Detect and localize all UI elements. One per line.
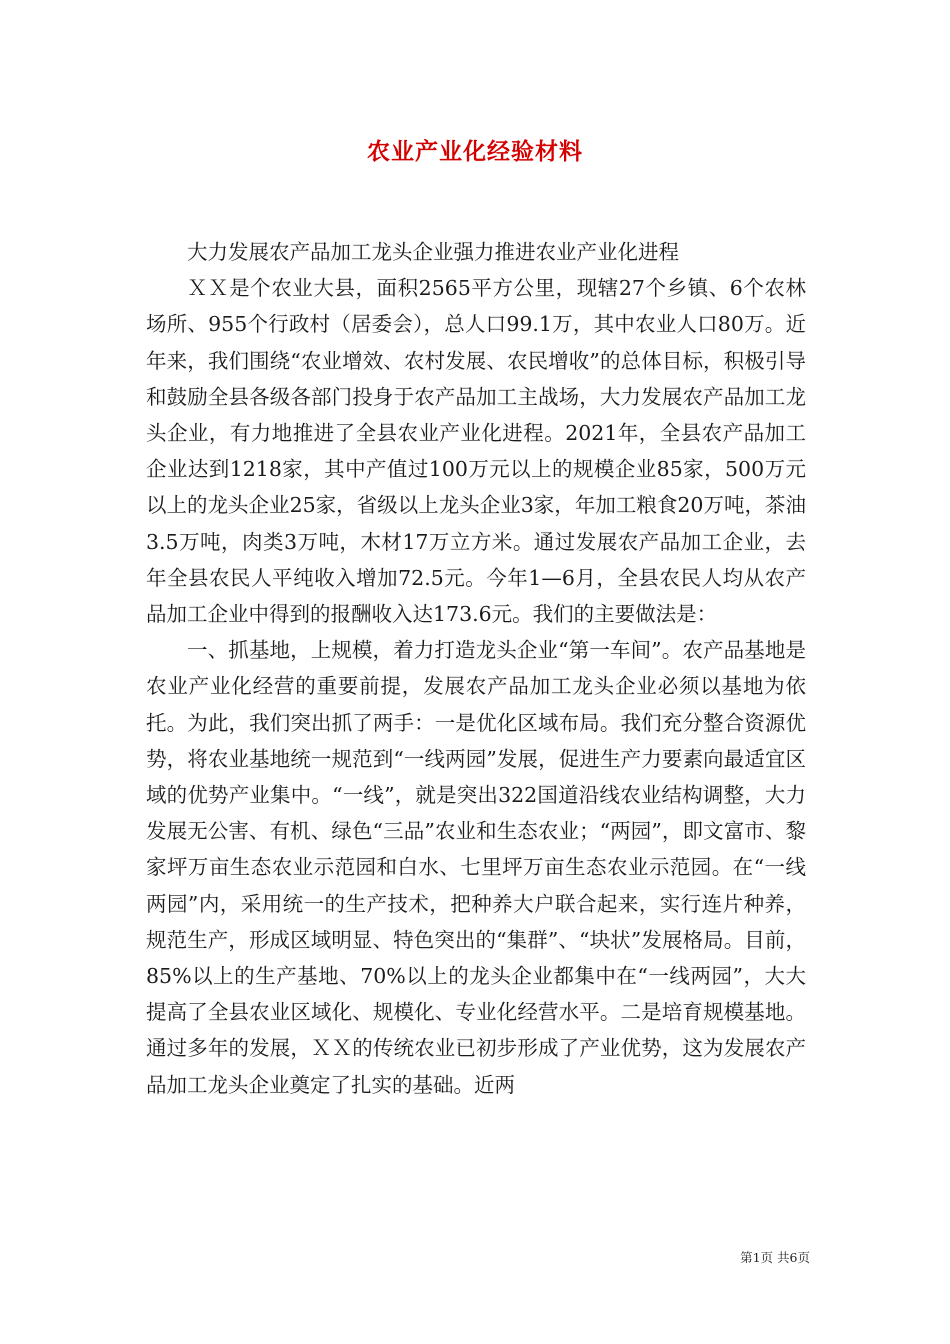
document-subtitle: 大力发展农产品加工龙头企业强力推进农业产业化进程 bbox=[187, 240, 679, 264]
document-title: 农业产业化经验材料 bbox=[367, 138, 583, 165]
paragraph-section-one: 一、抓基地，上规模，着力打造龙头企业“第一车间”。农产品基地是农业产业化经营的重要前提，发展农产品加工龙头企业必须以基地为依托。为此，我们突出抓了两手：一是优化区域布局。我们充分整合资源优势，将农业基地统一规范到“一线两园”发展，促进生产力要素向最适宜区域的优势产业集中。“一线”，就是突出322国道沿线农业结构调整，大力发展无公害、有机、绿色“三品”农业和生态农业；“两园”，即文富市、黎家坪万亩生态农业示范园和白水、七里坪万亩生态农业示范园。在“一线两园”内，采用统一的生产技术，把种养大户联合起来，实行连片种养，规范生产，形成区域明显、特色突出的“集群”、“块状”发展格局。目前，85%以上的生产基地、70%以上的龙头企业都集中在“一线两园”，大大提高了全县农业区域化、规模化、专业化经营水平。二是培育规模基地。通过多年的发展，ＸＸ的传统农业已初步形成了产业优势，这为发展农产品加工龙头企业奠定了扎实的基础。近两 bbox=[146, 638, 806, 1097]
page-number: 第1页 共6页 bbox=[740, 1250, 810, 1265]
paragraph-intro: ＸＸ是个农业大县，面积2565平方公里，现辖27个乡镇、6个农林场所、955个行政村（居委会），总人口99.1万，其中农业人口80万。近年来，我们围绕“农业增效、农村发展、农民增收”的总体目标，积极引导和鼓励全县各级各部门投身于农产品加工主战场，大力发展农产品加工龙头企业，有力地推进了全县农业产业化进程。2021年，全县农产品加工企业达到1218家，其中产值过100万元以上的规模企业85家，500万元以上的龙头企业25家，省级以上龙头企业3家，年加工粮食20万吨，茶油3.5万吨，肉类3万吨，木材17万立方米。通过发展农产品加工企业，去年全县农民人平纯收入增加72.5元。今年1—6月，全县农民人均从农产品加工企业中得到的报酬收入达173.6元。我们的主要做法是： bbox=[146, 276, 806, 627]
document-body bbox=[146, 234, 806, 1103]
